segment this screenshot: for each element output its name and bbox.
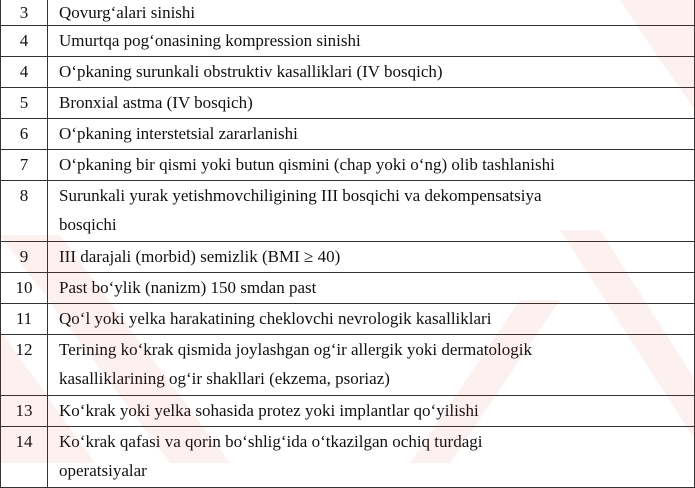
table-row	[1, 304, 695, 335]
table-row	[1, 150, 695, 181]
row-text	[48, 335, 695, 396]
row-number: 3	[1, 0, 48, 26]
table-row	[1, 242, 695, 273]
table-row	[1, 335, 695, 396]
row-number: 4	[1, 26, 48, 57]
row-text: O‘pkaning bir qismi yoki butun qismini (chap yoki o‘ng) olib tashlanishi	[48, 150, 695, 181]
row-text-line: bosqichi	[59, 215, 117, 234]
row-text	[48, 427, 695, 488]
table-row	[1, 273, 695, 304]
row-text: Bronxial astma (IV bosqich)	[48, 88, 695, 119]
table-row	[1, 119, 695, 150]
row-text: Umurtqa pog‘onasining kompression sinishi	[48, 26, 695, 57]
table-row	[1, 181, 695, 242]
row-text: O‘pkaning surunkali obstruktiv kasalliklari (IV bosqich)	[48, 57, 695, 88]
row-number: 4	[1, 57, 48, 88]
row-number: 8	[1, 181, 48, 242]
table-row	[1, 26, 695, 57]
table-row	[1, 427, 695, 488]
row-text: Ko‘krak yoki yelka sohasida protez yoki implantlar qo‘yilishi	[48, 396, 695, 427]
row-number: 11	[1, 304, 48, 335]
row-number: 14	[1, 427, 48, 488]
row-number: 6	[1, 119, 48, 150]
row-text-line: Ko‘krak qafasi va qorin bo‘shlig‘ida o‘tkazilgan ochiq turdagi	[59, 432, 483, 451]
row-number: 7	[1, 150, 48, 181]
row-text: Qovurg‘alari sinishi	[48, 0, 695, 26]
table-row	[1, 0, 695, 26]
table-row	[1, 396, 695, 427]
row-text: O‘pkaning interstetsial zararlanishi	[48, 119, 695, 150]
row-text: III darajali (morbid) semizlik (BMI ≥ 40)	[48, 242, 695, 273]
row-text-line: Terining ko‘krak qismida joylashgan og‘ir allergik yoki dermatologik	[59, 340, 532, 359]
row-number: 9	[1, 242, 48, 273]
row-text-line: Surunkali yurak yetishmovchiligining III bosqichi va dekompensatsiya	[59, 186, 542, 205]
row-number: 12	[1, 335, 48, 396]
row-text-line: kasalliklarining og‘ir shakllari (ekzema, psoriaz)	[59, 369, 390, 388]
row-text: Past bo‘ylik (nanizm) 150 smdan past	[48, 273, 695, 304]
row-number: 10	[1, 273, 48, 304]
row-number: 5	[1, 88, 48, 119]
table-row	[1, 88, 695, 119]
row-text	[48, 181, 695, 242]
row-text-line: operatsiyalar	[59, 461, 147, 480]
row-text: Qo‘l yoki yelka harakatining cheklovchi nevrologik kasalliklari	[48, 304, 695, 335]
table-row	[1, 57, 695, 88]
row-number: 13	[1, 396, 48, 427]
